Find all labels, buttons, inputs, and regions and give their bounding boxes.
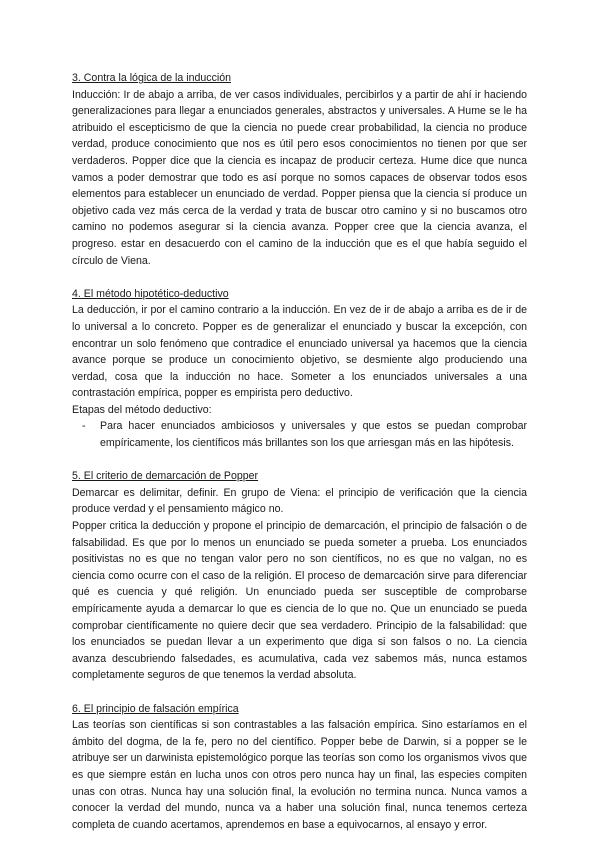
section-gap	[72, 452, 527, 469]
list-intro: Etapas del método deductivo:	[72, 403, 212, 416]
section-paragraph: Las teorías son científicas si son contrastables a las falsación empírica. Sino estaríamos en el ámbito del dogma, de la fe, pero no del científico. Popper bebe de Darwin, si a popper se le atribuye ser un darwinista epistemológico porque las teorías son como los organismos vivos que es que siempre están en lucha unos con otros pero nunca hay un final, las especies compiten unas con otras. Nunca hay una solución final, la evolución no termina nunca. Nunca vamos a conocer la verdad del mundo, nunca va a haber una solución final, nunca tenemos certeza completa de cuando acertamos, aprendemos en base a equivocarnos, al ensayo y error.	[72, 719, 527, 831]
section-paragraph: La deducción, ir por el camino contrario a la inducción. En vez de ir de abajo a arriba es de ir de lo universal a lo concreto. Popper es de generalizar el enunciado y buscar la excepción, con encontrar un solo fenómeno que contradice el enunciado universal ya hacemos que la ciencia avance porque se produce un conocimiento objetivo, se desmiente algo produciendo una verdad, cosa que la inducción no hace. Someter a los enunciados universales a una contrastación empírica, popper es empirista pero deductivo.	[72, 304, 527, 400]
section-heading: 4. El método hipotético-deductivo	[72, 287, 229, 300]
stages-list	[72, 418, 527, 451]
section-paragraph: Demarcar es delimitar, definir. En grupo de Viena: el principio de verificación que la ciencia produce verdad y el pensamiento mágico no.	[72, 486, 527, 516]
section-induction	[72, 70, 527, 269]
document-page	[72, 70, 527, 833]
section-falsification	[72, 701, 527, 834]
section-hypothetico-deductive	[72, 286, 527, 452]
section-paragraph: Inducción: Ir de abajo a arriba, de ver casos individuales, percibirlos y a partir de ahí ir haciendo generalizaciones para llegar a enunciados generales, abstractos y universales. A Hume se le ha atribuido el escepticismo de que la ciencia no puede crear probabilidad, la ciencia no produce verdad, produce conocimiento que nos es útil pero esos conocimientos no tienen por que ser verdaderos. Popper dice que la ciencia es incapaz de producir certeza. Hume dice que nunca vamos a poder demostrar que todo es así porque no somos capaces de observar todos esos elementos para establecer un enunciado de verdad. Popper piensa que la ciencia sí produce un objetivo cada vez más cerca de la verdad y trata de buscar otro camino y si no buscamos otro camino no podemos asegurar si la ciencia avanza. Popper cree que la ciencia avanza, el progreso. estar en desacuerdo con el camino de la inducción que es el que había seguido el círculo de Viena.	[72, 88, 527, 267]
section-heading: 6. El principio de falsación empírica	[72, 702, 239, 715]
list-item-text: Para hacer enunciados ambiciosos y universales y que estos se puedan comprobar empíricamente, los científicos más brillantes son los que arriesgan más en las hipótesis.	[100, 420, 527, 450]
section-gap	[72, 269, 527, 286]
section-heading: 5. El criterio de demarcación de Popper	[72, 470, 259, 483]
dash-bullet-icon: -	[82, 420, 86, 433]
list-item	[72, 418, 527, 451]
section-demarcation	[72, 468, 527, 684]
section-paragraph: Popper critica la deducción y propone el principio de demarcación, el principio de falsación o de falsabilidad. Es que por lo menos un enunciado se pueda someter a prueba. Los enunciados positivistas no es que no tengan valor pero no son científicos, no es que no valgan, no es ciencia como ocurre con el caso de la religión. El proceso de demarcación sirve para diferenciar qué es cuencia y qué religión. Un enunciado pueda ser susceptible de comprobarse empíricamente ayuda a demarcar lo que es ciencia de lo que no. Que un enunciado se pueda comprobar científicamente no quiere decir que sea verdadero. Principio de la falsabilidad: que los enunciados se puedan llevar a un experimento que diga si son falsos o no. La ciencia avanza descubriendo falsedades, es acumulativa, cada vez sabemos más, nunca estamos completamente seguros de que tenemos la verdad absoluta.	[72, 520, 527, 682]
section-gap	[72, 684, 527, 701]
section-heading: 3. Contra la lógica de la inducción	[72, 72, 232, 84]
